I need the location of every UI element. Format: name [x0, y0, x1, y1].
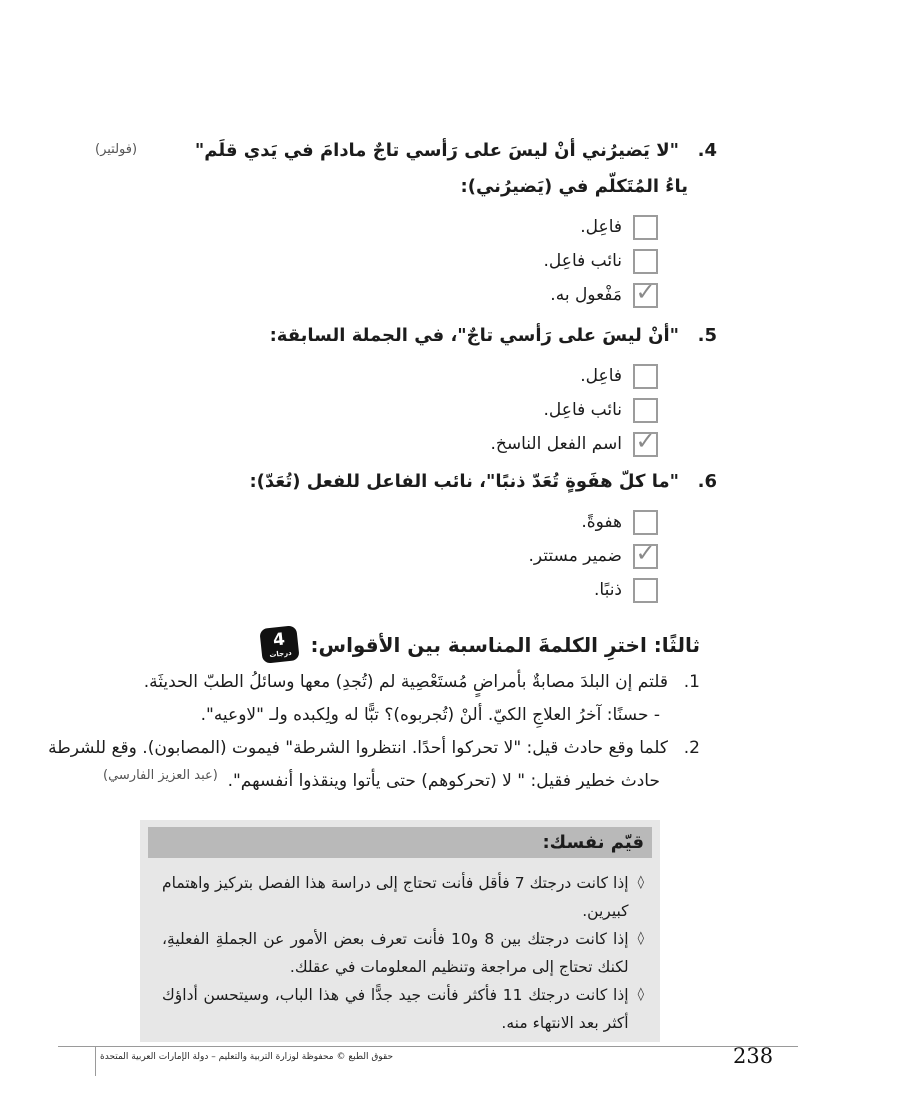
question-subtext: ياءُ المُتَكلّم في (يَضيرُني): [460, 176, 688, 197]
self-check-box [140, 820, 660, 1042]
item-number: 2. [683, 738, 700, 758]
item-text: قلتم إن البلدَ مصابةٌ بأمراضٍ مُستَعْصِية لم (تُجدِ) معها وسائلُ الطبّ الحديثَة. [143, 672, 668, 692]
option-row [270, 364, 658, 388]
option-label: نائب فاعِل. [543, 251, 622, 271]
item-text: كلما وقع حادث قيل: "لا تحركوا أحدًا. انتظروا الشرطة" فيموت (المصابون). وقع للشرطة [48, 738, 668, 758]
option-row [195, 249, 658, 273]
copyright-text: حقوق الطبع © محفوظة لوزارة التربية والتعليم – دولة الإمارات العربية المتحدة [100, 1052, 394, 1062]
option-label: مَفْعول به. [550, 285, 622, 305]
option-checkbox[interactable] [633, 432, 658, 457]
option-checkbox[interactable] [633, 364, 658, 389]
question-5 [270, 318, 717, 456]
diamond-bullet-icon: ◊ [637, 875, 644, 890]
option-label: اسم الفعل الناسخ. [490, 434, 622, 454]
diamond-bullet-icon: ◊ [637, 931, 644, 946]
question-number: 5. [697, 325, 717, 346]
question-text: "ما كلّ هفَوةٍ تُعَدّ ذنبًا"، نائب الفاعل للفعل (تُعَدّ): [249, 471, 679, 492]
footer-rule [58, 1046, 798, 1047]
score-badge [260, 625, 300, 664]
option-label: ضمير مستتر. [528, 546, 622, 566]
question-6 [249, 464, 717, 602]
section-heading-text: ثالثًا: اخترِ الكلمةَ المناسبة بين الأقواس: [310, 632, 700, 657]
score-badge-value: 4 [272, 628, 287, 651]
option-row [195, 215, 658, 239]
bullet-text: إذا كانت درجتك 11 فأكثر فأنت جيد جدًّا في هذا الباب، وسيتحسن أداؤك أكثر بعد الانتهاء منه. [162, 986, 629, 1032]
option-row [270, 398, 658, 422]
quote-attribution: (فولتير) [95, 142, 138, 157]
bullet-text: إذا كانت درجتك بين 8 و10 فأنت تعرف بعض الأمور عن الجملةِ الفعليةِ، لكنك تحتاج إلى مراجعة وتنظيم المعلومات في عقلك. [162, 930, 629, 976]
option-checkbox[interactable] [633, 578, 658, 603]
self-check-title: قيّم نفسك: [542, 832, 644, 853]
option-row [249, 578, 658, 602]
option-row [249, 544, 658, 568]
option-row [249, 510, 658, 534]
option-row [270, 432, 658, 456]
diamond-bullet-icon: ◊ [637, 987, 644, 1002]
question-4 [195, 133, 717, 307]
exercise-item-1 [144, 666, 700, 732]
option-label: فاعِل. [580, 366, 622, 386]
question-number: 4. [697, 140, 717, 161]
self-check-bullet [162, 925, 644, 981]
option-checkbox[interactable] [633, 215, 658, 240]
option-label: هفوةً. [581, 512, 622, 532]
self-check-bullet [162, 981, 644, 1037]
page-number: 238 [733, 1044, 774, 1068]
self-check-bullet [162, 869, 644, 925]
option-label: فاعِل. [580, 217, 622, 237]
option-checkbox[interactable] [633, 544, 658, 569]
score-badge-unit: درجات [269, 648, 293, 659]
option-label: نائب فاعِل. [543, 400, 622, 420]
quote-attribution: (عبد العزيز الفارسي) [103, 768, 218, 783]
item-text: - حسنًا: آخرُ العلاجِ الكيّ. ألنْ (تُجربوه)؟ تبًّا له ولِكبده ولـ "لاوعيه". [200, 705, 660, 725]
item-number: 1. [683, 672, 700, 692]
question-text: "أنْ ليسَ على رَأسي تاجٌ"، في الجملة السابقة: [269, 325, 679, 346]
footer-divider-tick [95, 1046, 96, 1076]
bullet-text: إذا كانت درجتك 7 فأقل فأنت تحتاج إلى دراسة هذا الفصل بتركيز واهتمام كبيرين. [162, 874, 629, 920]
item-text: حادث خطير فقيل: " لا (تحركوهم) حتى يأتوا وينقذوا أنفسهم". [227, 771, 660, 791]
question-text: "لا يَضيرُني أنْ ليسَ على رَأسي تاجٌ مادامَ في يَدي قلَم" [194, 140, 679, 161]
option-checkbox[interactable] [633, 510, 658, 535]
option-row [195, 283, 658, 307]
section-heading [261, 627, 700, 662]
option-label: ذنبًا. [593, 580, 622, 600]
self-check-header [148, 827, 652, 858]
exercise-item-2 [48, 732, 700, 798]
option-checkbox[interactable] [633, 283, 658, 308]
option-checkbox[interactable] [633, 398, 658, 423]
option-checkbox[interactable] [633, 249, 658, 274]
question-number: 6. [697, 471, 717, 492]
